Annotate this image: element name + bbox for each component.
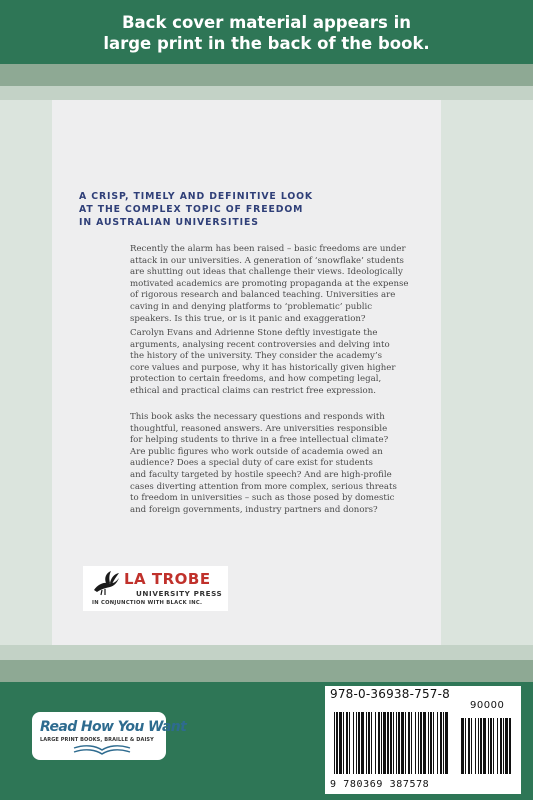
paragraph-line: of rigorous research and balanced teaching. Universities are: [130, 290, 396, 301]
paragraph-line: and foreign governments, industry partners and donors?: [130, 504, 378, 515]
paragraph-line: caving in and denying platforms to ‘problematic’ public: [130, 301, 373, 312]
banner-line-1: Back cover material appears in: [121, 13, 412, 32]
paragraph-line: attack in our universities. A generation of ‘snowflake’ students: [130, 255, 404, 266]
price-code: 90000: [470, 700, 505, 711]
isbn-hyphenated: 978-0-36938-757-8: [330, 687, 450, 701]
paragraph-line: and faculty targeted by hostile speech? And are high-profile: [130, 469, 392, 480]
publisher-name: LA TROBE: [124, 570, 211, 588]
banner-line-2: large print in the back of the book.: [103, 34, 430, 53]
right-margin: [441, 100, 533, 645]
readhowyouwant-tagline: LARGE PRINT BOOKS, BRAILLE & DAISY: [40, 737, 154, 743]
paragraph-line: the history of the university. They consider the academy’s: [130, 351, 383, 362]
publisher-subname: UNIVERSITY PRESS: [136, 589, 223, 598]
top-stripe-light: [0, 86, 533, 100]
lyrebird-icon: [92, 570, 122, 596]
paragraph-line: Recently the alarm has been raised – basic freedoms are under: [130, 244, 406, 254]
blurb-paragraph-1: [130, 244, 430, 325]
cover-headline: [79, 190, 379, 229]
paragraph-line: are shutting out ideas that challenge their views. Ideologically: [130, 267, 403, 278]
publisher-tagline: IN CONJUNCTION WITH BLACK INC.: [92, 600, 203, 606]
large-print-notice-banner: [0, 0, 533, 64]
barcode-bars: [330, 712, 516, 778]
paragraph-line: protection to certain freedoms, and how competing legal,: [130, 374, 382, 385]
headline-line: AT THE COMPLEX TOPIC OF FREEDOM: [79, 204, 304, 215]
bottom-stripe-dark: [0, 660, 533, 682]
top-stripe-dark: [0, 64, 533, 86]
paragraph-line: arguments, analysing recent controversies and delving into: [130, 339, 390, 350]
blurb-paragraph-2: [130, 328, 430, 398]
readhowyouwant-name: Read How You Want: [40, 719, 187, 735]
left-margin: [0, 100, 52, 645]
paragraph-line: audience? Does a special duty of care exist for students: [130, 458, 373, 469]
paragraph-line: for helping students to thrive in a free intellectual climate?: [130, 435, 389, 446]
bottom-stripe-light: [0, 645, 533, 660]
paragraph-line: This book asks the necessary questions and responds with: [130, 412, 385, 422]
blurb-paragraph-3: [130, 412, 430, 516]
paragraph-line: speakers. Is this true, or is it panic and exaggeration?: [130, 313, 366, 324]
paragraph-line: cases diverting attention from more complex, serious threats: [130, 481, 397, 492]
headline-line: A CRISP, TIMELY AND DEFINITIVE LOOK: [79, 191, 314, 202]
paragraph-line: core values and purpose, why it has historically given higher: [130, 362, 396, 373]
paragraph-line: ethical and practical claims can restrict free expression.: [130, 385, 376, 396]
headline-line: IN AUSTRALIAN UNIVERSITIES: [79, 217, 259, 228]
isbn-digits: 9 780369 387578: [330, 779, 430, 790]
paragraph-line: thoughtful, reasoned answers. Are universities responsible: [130, 423, 388, 434]
paragraph-line: Are public figures who work outside of academia owed an: [130, 446, 383, 457]
paragraph-line: Carolyn Evans and Adrienne Stone deftly investigate the: [130, 328, 378, 338]
paragraph-line: to freedom in universities – such as those posed by domestic: [130, 493, 395, 504]
open-book-icon: [72, 744, 132, 756]
paragraph-line: motivated academics are promoting propaganda at the expense: [130, 278, 409, 289]
